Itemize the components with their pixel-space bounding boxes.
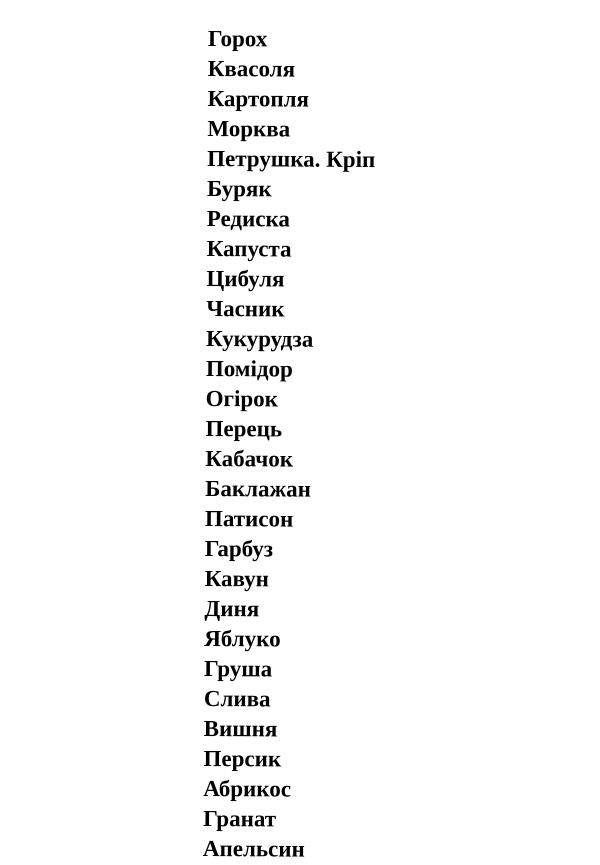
list-item: Абрикос — [203, 775, 292, 802]
list-item: Квасоля — [207, 55, 296, 82]
list-item: Вишня — [203, 715, 278, 742]
list-item: Морква — [207, 115, 291, 142]
list-item: Капуста — [206, 235, 292, 262]
list-item: Огірок — [205, 385, 279, 412]
list-item: Кавун — [204, 565, 269, 592]
list-item: Цибуля — [206, 265, 285, 292]
list-item: Часник — [206, 295, 285, 322]
list-item: Гарбуз — [204, 535, 274, 562]
list-item: Гранат — [203, 805, 277, 832]
list-item: Персик — [203, 745, 282, 772]
list-item: Груша — [203, 655, 273, 682]
list-item: Кабачок — [205, 445, 294, 472]
list-item: Горох — [207, 25, 268, 52]
list-item: Буряк — [206, 175, 272, 202]
list-item: Перець — [205, 415, 283, 442]
list-item: Яблуко — [204, 625, 281, 652]
list-item: Баклажан — [205, 475, 312, 502]
list-item: Слива — [203, 685, 271, 712]
list-item: Кукурудза — [206, 325, 314, 352]
list-item: Помідор — [205, 355, 293, 382]
list-item: Картопля — [207, 85, 310, 112]
list-item: Апельсин — [202, 835, 305, 862]
list-item: Диня — [204, 595, 260, 622]
word-list — [203, 24, 376, 865]
list-item: Редиска — [206, 205, 291, 232]
list-item: Петрушка. Кріп — [207, 145, 376, 173]
list-item: Патисон — [204, 505, 294, 532]
